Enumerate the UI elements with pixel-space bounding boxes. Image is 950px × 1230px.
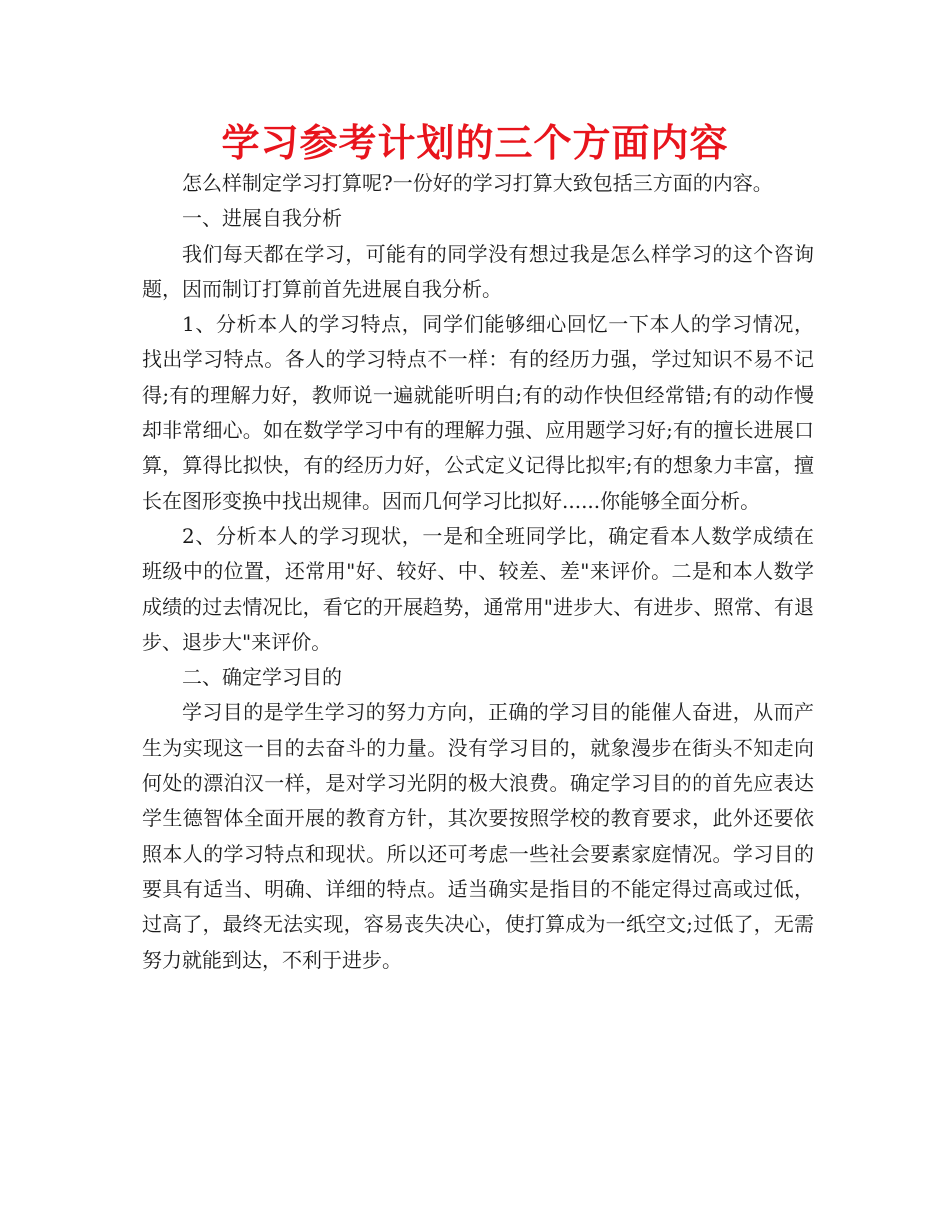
paragraph-self-analysis-intro: 我们每天都在学习，可能有的同学没有想过我是怎么样学习的这个咨询题，因而制订打算前首先进展自我分析。	[142, 241, 814, 301]
paragraph-learning-status: 2、分析本人的学习现状，一是和全班同学比，确定看本人数学成绩在班级中的位置，还常用"好、较好、中、较差、差"来评价。二是和本人数学成绩的过去情况比，看它的开展趋势，通常用"进步大、有进步、照常、有退步、退步大"来评价。	[142, 523, 814, 654]
section-heading-learning-goals: 二、确定学习目的	[182, 665, 342, 690]
paragraph-learning-traits: 1、分析本人的学习特点，同学们能够细心回忆一下本人的学习情况，找出学习特点。各人的学习特点不一样：有的经历力强，学过知识不易不记得;有的理解力好，教师说一遍就能听明白;有的动作快但经常错;有的动作慢却非常细心。如在数学学习中有的理解力强、应用题学习好;有的擅长进展口算，算得比拟快，有的经历力好，公式定义记得比拟牢;有的想象力丰富，擅长在图形变换中找出规律。因而几何学习比拟好......你能够全面分析。	[142, 312, 814, 513]
section-heading-self-analysis: 一、进展自我分析	[182, 206, 342, 231]
intro-paragraph: 怎么样制定学习打算呢?一份好的学习打算大致包括三方面的内容。	[182, 171, 773, 195]
document-title: 学习参考计划的三个方面内容	[221, 121, 729, 165]
document-body	[142, 166, 814, 978]
paragraph-learning-goals: 学习目的是学生学习的努力方向，正确的学习目的能催人奋进，从而产生为实现这一目的去奋斗的力量。没有学习目的，就象漫步在街头不知走向何处的漂泊汉一样，是对学习光阴的极大浪费。确定学习目的的首先应表达学生德智体全面开展的教育方针，其次要按照学校的教育要求，此外还要依照本人的学习特点和现状。所以还可考虑一些社会要素家庭情况。学习目的要具有适当、明确、详细的特点。适当确实是指目的不能定得过高或过低，过高了，最终无法实现，容易丧失决心，使打算成为一纸空文;过低了，无需努力就能到达，不利于进步。	[142, 700, 814, 972]
